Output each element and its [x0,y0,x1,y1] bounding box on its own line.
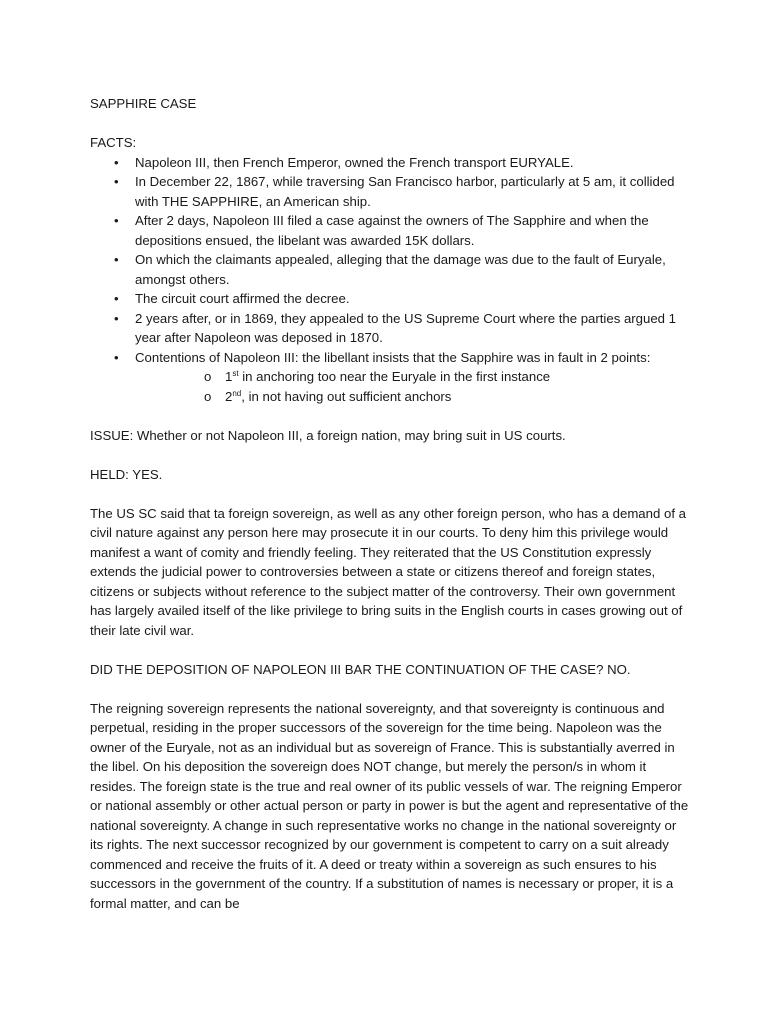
spacer [90,679,690,699]
bullet-icon: • [114,174,119,189]
spacer [90,445,690,465]
contention-text: , in not having out sufficient anchors [241,388,452,404]
contention-item [135,387,690,407]
bullet-icon: • [114,310,119,326]
bullet-icon: • [114,154,119,170]
bullet-icon: • [114,291,119,306]
contention-item [135,367,690,387]
document-title: SAPPHIRE CASE [90,96,197,111]
contention-text: in anchoring too near the Euryale in the first instance [238,369,551,384]
circle-bullet-icon: o [204,369,212,384]
spacer [90,484,690,504]
issue-statement: ISSUE: Whether or not Napoleon III, a foreign nation, may bring suit in US courts. [90,427,566,443]
facts-list-item [90,250,690,289]
ordinal-suffix: nd [232,388,242,398]
held-statement: HELD: YES. [90,466,163,482]
contentions-list [135,367,690,406]
facts-list-item [90,153,690,173]
fact-text: Napoleon III, then French Emperor, owned the French transport EURYALE. [135,154,574,170]
facts-heading: FACTS: [90,135,137,150]
fact-text: 2 years after, or in 1869, they appealed to the US Supreme Court where the parties argued 1 year after Napoleon was deposed in 1870. [135,310,677,345]
document-page [90,94,690,913]
fact-text: The circuit court affirmed the decree. [135,291,350,306]
fact-text: Contentions of Napoleon III: the libellant insists that the Sapphire was in fault in 2 points: [135,349,651,365]
facts-list [90,153,690,407]
facts-list-item [90,289,690,309]
spacer [90,640,690,660]
ordinal-suffix: st [232,369,239,378]
facts-list-item [90,309,690,348]
held-paragraph: The US SC said that ta foreign sovereign, as well as any other foreign person, who has a demand of a civil nature against any person here may prosecute it in our courts. To deny him this privilege would manifest a want of comity and friendly feeling. They reiterated that the US Constitution expressly extends the judicial power to controversies between a state or citizens thereof and foreign states, citizens or subjects without reference to the subject matter of the controversy. Their own government has largely availed itself of the like privilege to bring suits in the English courts in cases growing out of their late civil war. [90,505,686,638]
bullet-icon: • [114,213,119,228]
bullet-icon: • [114,349,119,365]
facts-list-item [90,211,690,250]
spacer [90,406,690,426]
spacer [90,114,690,134]
final-paragraph: The reigning sovereign represents the national sovereignty, and that sovereignty is continuous and perpetual, residing in the proper successors of the sovereign for the time being. Napoleon was the owner of the Euryale, not as an individual but as sovereign of France. This is substantially averred in the libel. On his deposition the sovereign does NOT change, but merely the person/s in whom it resides. The foreign state is the true and real owner of its public vessels of war. The reigning Emperor or national assembly or other actual person or party in power is but the agent and representative of the national sovereignty. A change in such representative works no change in the national sovereignty or its rights. The next successor recognized by our government is competent to carry on a suit already commenced and receive the fruits of it. A deed or treaty within a sovereign as such ensures to his successors in the government of the country. If a substitution of names is necessary or proper, it is a formal matter, and can be [90,700,689,911]
fact-text: On which the claimants appealed, alleging that the damage was due to the fault of Euryale, amongst others. [135,252,666,287]
facts-list-item [90,348,690,407]
fact-text: After 2 days, Napoleon III filed a case against the owners of The Sapphire and when the depositions ensued, the libelant was awarded 15K dollars. [135,213,649,248]
second-question: DID THE DEPOSITION OF NAPOLEON III BAR THE CONTINUATION OF THE CASE? NO. [90,661,631,677]
fact-text: In December 22, 1867, while traversing San Francisco harbor, particularly at 5 am, it collided with THE SAPPHIRE, an American ship. [135,174,675,209]
contention-number: 2 [225,388,233,404]
circle-bullet-icon: o [204,388,212,404]
contention-number: 1 [225,369,233,384]
bullet-icon: • [114,252,119,267]
facts-list-item [90,172,690,211]
